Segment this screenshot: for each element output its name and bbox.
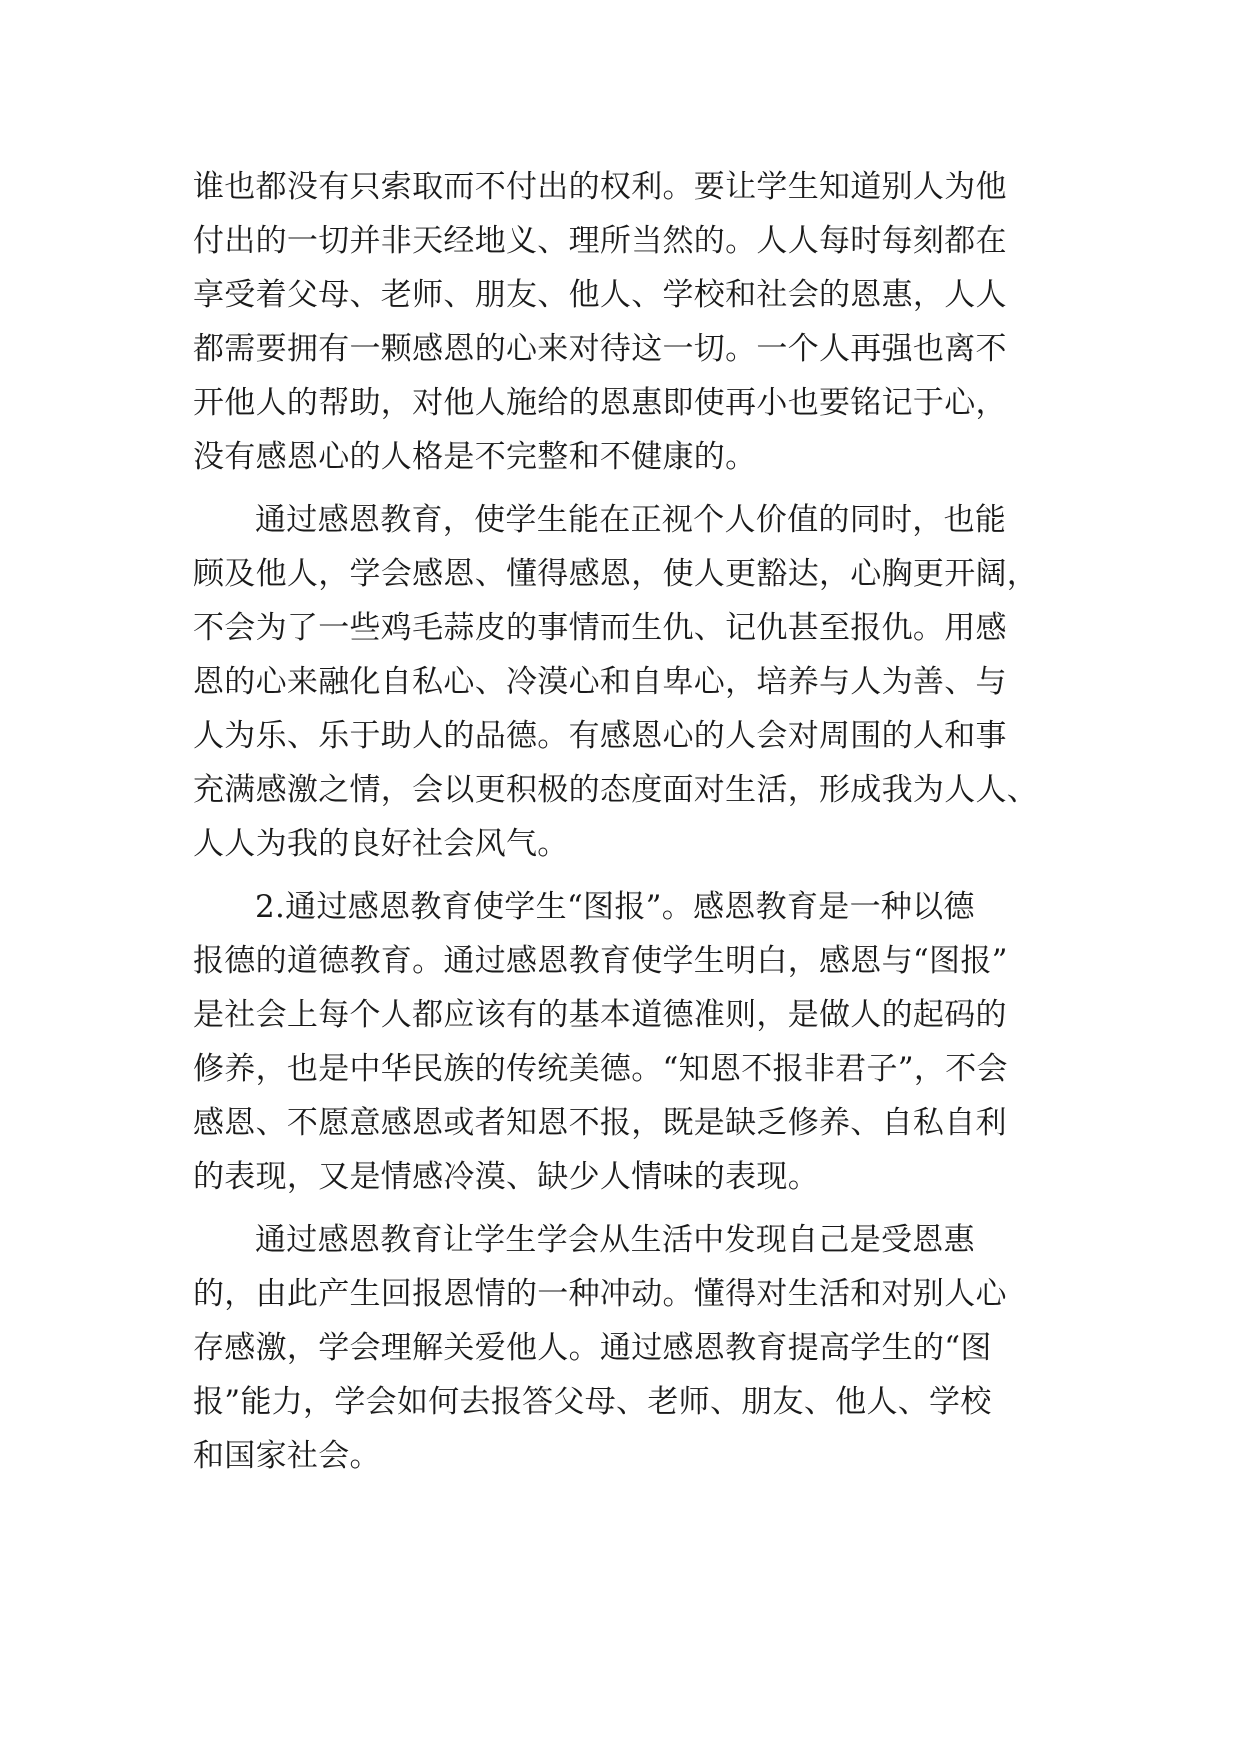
text-line: 修养，也是中华民族的传统美德。“知恩不报非君子”，不会	[193, 1051, 1008, 1087]
text-line: 人人为我的良好社会风气。	[193, 826, 569, 862]
text-line: 感恩、不愿意感恩或者知恩不报，既是缺乏修养、自私自利	[193, 1105, 1007, 1141]
text-line: 通过感恩教育让学生学会从生活中发现自己是受恩惠	[255, 1222, 975, 1258]
text-line: 的，由此产生回报恩情的一种冲动。懂得对生活和对别人心	[193, 1276, 1007, 1312]
text-line: 存感激，学会理解关爱他人。通过感恩教育提高学生的“图	[193, 1330, 992, 1366]
paragraph-1	[193, 160, 1057, 484]
text-line: 享受着父母、老师、朋友、他人、学校和社会的恩惠，人人	[193, 277, 1007, 313]
body-text	[193, 160, 1057, 1492]
paragraph-2	[193, 493, 1057, 871]
text-line: 充满感激之情，会以更积极的态度面对生活，形成我为人人、	[193, 772, 1039, 808]
text-line: 和国家社会。	[193, 1438, 381, 1474]
text-line: 是社会上每个人都应该有的基本道德准则，是做人的起码的	[193, 997, 1007, 1033]
text-line: 不会为了一些鸡毛蒜皮的事情而生仇、记仇甚至报仇。用感	[193, 610, 1007, 646]
text-line: 付出的一切并非天经地义、理所当然的。人人每时每刻都在	[193, 223, 1007, 259]
paragraph-3	[193, 880, 1057, 1204]
text-line: 顾及他人，学会感恩、懂得感恩，使人更豁达，心胸更开阔，	[193, 556, 1039, 592]
text-line: 人为乐、乐于助人的品德。有感恩心的人会对周围的人和事	[193, 718, 1007, 754]
text-line: 谁也都没有只索取而不付出的权利。要让学生知道别人为他	[193, 169, 1007, 205]
text-line: 通过感恩教育，使学生能在正视个人价值的同时，也能	[255, 502, 1007, 538]
text-line: 开他人的帮助，对他人施给的恩惠即使再小也要铭记于心，	[193, 385, 1007, 421]
text-line: 恩的心来融化自私心、冷漠心和自卑心，培养与人为善、与	[193, 664, 1007, 700]
text-line: 报德的道德教育。通过感恩教育使学生明白，感恩与“图报”	[193, 943, 1008, 979]
text-line: 没有感恩心的人格是不完整和不健康的。	[193, 439, 757, 475]
text-line: 报”能力，学会如何去报答父母、老师、朋友、他人、学校	[193, 1384, 992, 1420]
text-line: 都需要拥有一颗感恩的心来对待这一切。一个人再强也离不	[193, 331, 1007, 367]
text-line: 的表现，又是情感冷漠、缺少人情味的表现。	[193, 1159, 819, 1195]
text-line: 2.通过感恩教育使学生“图报”。感恩教育是一种以德	[255, 889, 975, 925]
paragraph-4	[193, 1213, 1057, 1483]
